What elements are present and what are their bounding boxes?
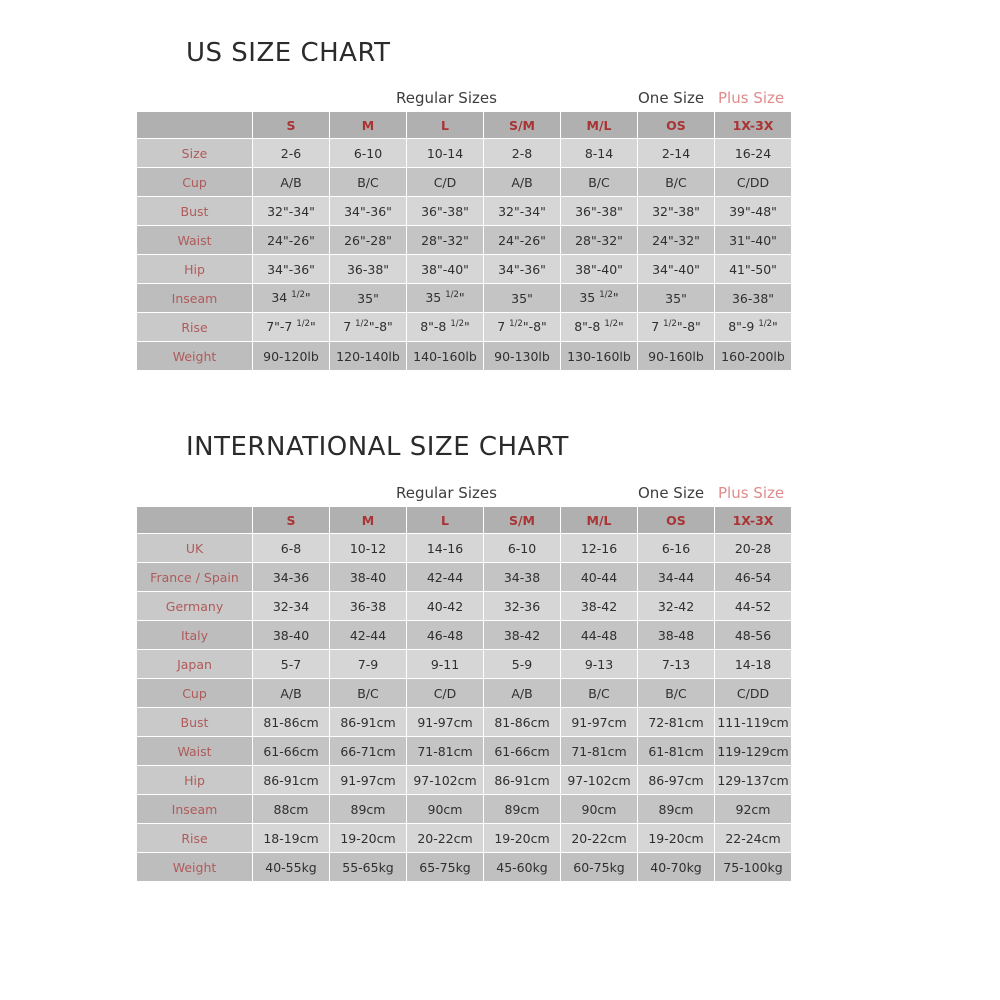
intl-column-header: M <box>330 507 407 534</box>
intl-data-cell: 38-48 <box>638 621 715 650</box>
intl-row-label: Rise <box>137 824 253 853</box>
us-data-cell: A/B <box>484 168 561 197</box>
intl-data-cell: 86-97cm <box>638 766 715 795</box>
intl-data-cell: B/C <box>561 679 638 708</box>
intl-data-cell: 86-91cm <box>484 766 561 795</box>
us-data-cell: 34"-36" <box>330 197 407 226</box>
table-row <box>137 592 792 621</box>
table-row <box>137 795 792 824</box>
intl-column-header: OS <box>638 507 715 534</box>
intl-group-header-regular: Regular Sizes <box>396 484 497 502</box>
table-row <box>137 313 792 342</box>
intl-data-cell: 34-38 <box>484 563 561 592</box>
table-row <box>137 139 792 168</box>
intl-row-label: Waist <box>137 737 253 766</box>
intl-data-cell: 91-97cm <box>407 708 484 737</box>
us-data-cell: 32"-34" <box>253 197 330 226</box>
intl-data-cell: 22-24cm <box>715 824 792 853</box>
us-data-cell: 38"-40" <box>407 255 484 284</box>
table-row <box>137 563 792 592</box>
us-data-cell: 34"-40" <box>638 255 715 284</box>
intl-data-cell: C/DD <box>715 679 792 708</box>
intl-data-cell: 111-119cm <box>715 708 792 737</box>
us-data-cell: 140-160lb <box>407 342 484 371</box>
us-data-cell: 2-14 <box>638 139 715 168</box>
intl-data-cell: 86-91cm <box>253 766 330 795</box>
intl-data-cell: 71-81cm <box>407 737 484 766</box>
us-data-cell: 8"-8 $^{1/2}$" <box>561 313 638 342</box>
us-data-cell: 7"-7 $^{1/2}$" <box>253 313 330 342</box>
intl-data-cell: 6-8 <box>253 534 330 563</box>
intl-data-cell: 10-12 <box>330 534 407 563</box>
table-row <box>137 708 792 737</box>
intl-row-label: Weight <box>137 853 253 882</box>
table-row <box>137 853 792 882</box>
us-row-label: Size <box>137 139 253 168</box>
intl-data-cell: 32-36 <box>484 592 561 621</box>
intl-data-cell: 81-86cm <box>484 708 561 737</box>
table-row <box>137 284 792 313</box>
us-column-header: L <box>407 112 484 139</box>
intl-row-label: UK <box>137 534 253 563</box>
intl-data-cell: 61-66cm <box>484 737 561 766</box>
intl-data-cell: 7-9 <box>330 650 407 679</box>
table-row <box>137 679 792 708</box>
us-data-cell: 24"-26" <box>484 226 561 255</box>
us-data-cell: 28"-32" <box>561 226 638 255</box>
intl-column-header: S <box>253 507 330 534</box>
us-data-cell: 36-38" <box>715 284 792 313</box>
intl-data-cell: 91-97cm <box>561 708 638 737</box>
intl-data-cell: 19-20cm <box>330 824 407 853</box>
intl-group-header-plus-size: Plus Size <box>718 484 785 502</box>
table-row <box>137 650 792 679</box>
intl-data-cell: 9-13 <box>561 650 638 679</box>
intl-data-cell: 38-42 <box>484 621 561 650</box>
intl-data-cell: 38-40 <box>330 563 407 592</box>
intl-data-cell: 42-44 <box>407 563 484 592</box>
us-data-cell: 8"-9 $^{1/2}$" <box>715 313 792 342</box>
us-data-cell: 2-6 <box>253 139 330 168</box>
intl-data-cell: 48-56 <box>715 621 792 650</box>
us-data-cell: 7 $^{1/2}$"-8" <box>638 313 715 342</box>
us-column-header: 1X-3X <box>715 112 792 139</box>
intl-data-cell: 12-16 <box>561 534 638 563</box>
intl-data-cell: 5-9 <box>484 650 561 679</box>
us-data-cell: 35 $^{1/2}$" <box>561 284 638 313</box>
intl-data-cell: 38-40 <box>253 621 330 650</box>
us-data-cell: 35" <box>638 284 715 313</box>
intl-data-cell: 86-91cm <box>330 708 407 737</box>
intl-data-cell: 18-19cm <box>253 824 330 853</box>
intl-data-cell: 61-81cm <box>638 737 715 766</box>
us-column-header: M/L <box>561 112 638 139</box>
us-data-cell: 35 $^{1/2}$" <box>407 284 484 313</box>
table-row <box>137 226 792 255</box>
intl-data-cell: 75-100kg <box>715 853 792 882</box>
intl-corner-cell <box>137 507 253 534</box>
us-data-cell: 32"-38" <box>638 197 715 226</box>
us-column-header: M <box>330 112 407 139</box>
intl-data-cell: 40-42 <box>407 592 484 621</box>
us-data-cell: 120-140lb <box>330 342 407 371</box>
intl-data-cell: 119-129cm <box>715 737 792 766</box>
us-data-cell: 24"-26" <box>253 226 330 255</box>
us-data-cell: 36-38" <box>330 255 407 284</box>
intl-data-cell: A/B <box>484 679 561 708</box>
us-header-row <box>137 112 792 139</box>
us-row-label: Cup <box>137 168 253 197</box>
intl-data-cell: 20-22cm <box>561 824 638 853</box>
us-data-cell: C/D <box>407 168 484 197</box>
intl-data-cell: 55-65kg <box>330 853 407 882</box>
intl-data-cell: 32-34 <box>253 592 330 621</box>
intl-data-cell: 97-102cm <box>407 766 484 795</box>
intl-data-cell: 19-20cm <box>484 824 561 853</box>
intl-data-cell: 66-71cm <box>330 737 407 766</box>
intl-data-cell: 14-16 <box>407 534 484 563</box>
us-data-cell: A/B <box>253 168 330 197</box>
us-corner-cell <box>137 112 253 139</box>
us-data-cell: 90-160lb <box>638 342 715 371</box>
us-data-cell: B/C <box>561 168 638 197</box>
intl-data-cell: 90cm <box>407 795 484 824</box>
intl-row-label: Cup <box>137 679 253 708</box>
us-row-label: Inseam <box>137 284 253 313</box>
table-row <box>137 621 792 650</box>
us-data-cell: 35" <box>330 284 407 313</box>
us-data-cell: 35" <box>484 284 561 313</box>
us-row-label: Rise <box>137 313 253 342</box>
intl-column-header: S/M <box>484 507 561 534</box>
intl-data-cell: 44-48 <box>561 621 638 650</box>
intl-data-cell: 36-38 <box>330 592 407 621</box>
us-column-header: S/M <box>484 112 561 139</box>
intl-row-label: Italy <box>137 621 253 650</box>
intl-data-cell: 91-97cm <box>330 766 407 795</box>
us-data-cell: 90-120lb <box>253 342 330 371</box>
us-data-cell: 160-200lb <box>715 342 792 371</box>
intl-data-cell: 81-86cm <box>253 708 330 737</box>
us-data-cell: 32"-34" <box>484 197 561 226</box>
us-group-header-plus-size: Plus Size <box>718 89 785 107</box>
us-data-cell: 10-14 <box>407 139 484 168</box>
intl-data-cell: 40-55kg <box>253 853 330 882</box>
intl-data-cell: 6-16 <box>638 534 715 563</box>
us-data-cell: 7 $^{1/2}$"-8" <box>484 313 561 342</box>
intl-data-cell: 20-22cm <box>407 824 484 853</box>
intl-data-cell: 40-44 <box>561 563 638 592</box>
intl-data-cell: 38-42 <box>561 592 638 621</box>
intl-data-cell: B/C <box>638 679 715 708</box>
intl-data-cell: 34-36 <box>253 563 330 592</box>
us-data-cell: 6-10 <box>330 139 407 168</box>
intl-data-cell: 72-81cm <box>638 708 715 737</box>
intl-data-cell: 61-66cm <box>253 737 330 766</box>
intl-data-cell: 44-52 <box>715 592 792 621</box>
us-data-cell: 41"-50" <box>715 255 792 284</box>
intl-data-cell: 14-18 <box>715 650 792 679</box>
intl-data-cell: 5-7 <box>253 650 330 679</box>
intl-data-cell: 20-28 <box>715 534 792 563</box>
intl-data-cell: 32-42 <box>638 592 715 621</box>
us-row-label: Bust <box>137 197 253 226</box>
intl-data-cell: 90cm <box>561 795 638 824</box>
table-row <box>137 255 792 284</box>
intl-data-cell: 46-54 <box>715 563 792 592</box>
intl-group-header-one-size: One Size <box>638 484 705 502</box>
intl-row-label: Germany <box>137 592 253 621</box>
us-data-cell: 36"-38" <box>407 197 484 226</box>
table-row <box>137 766 792 795</box>
us-data-cell: 36"-38" <box>561 197 638 226</box>
us-data-cell: 8"-8 $^{1/2}$" <box>407 313 484 342</box>
intl-column-header: M/L <box>561 507 638 534</box>
table-row <box>137 824 792 853</box>
table-row <box>137 197 792 226</box>
table-row <box>137 342 792 371</box>
us-data-cell: 34 $^{1/2}$" <box>253 284 330 313</box>
intl-column-header: L <box>407 507 484 534</box>
us-data-cell: 2-8 <box>484 139 561 168</box>
intl-row-label: Japan <box>137 650 253 679</box>
intl-data-cell: 129-137cm <box>715 766 792 795</box>
intl-row-label: Bust <box>137 708 253 737</box>
intl-data-cell: 89cm <box>484 795 561 824</box>
intl-row-label: Inseam <box>137 795 253 824</box>
us-column-header: OS <box>638 112 715 139</box>
intl-data-cell: 7-13 <box>638 650 715 679</box>
us-data-cell: 130-160lb <box>561 342 638 371</box>
intl-header-row <box>137 507 792 534</box>
intl-data-cell: C/D <box>407 679 484 708</box>
us-data-cell: 16-24 <box>715 139 792 168</box>
intl-data-cell: 34-44 <box>638 563 715 592</box>
intl-data-cell: 92cm <box>715 795 792 824</box>
intl-column-header: 1X-3X <box>715 507 792 534</box>
us-data-cell: 26"-28" <box>330 226 407 255</box>
intl-data-cell: 89cm <box>330 795 407 824</box>
international-size-table <box>136 506 792 882</box>
us-row-label: Waist <box>137 226 253 255</box>
table-row <box>137 534 792 563</box>
intl-data-cell: 89cm <box>638 795 715 824</box>
intl-data-cell: 60-75kg <box>561 853 638 882</box>
intl-data-cell: 42-44 <box>330 621 407 650</box>
us-size-table <box>136 111 792 371</box>
us-column-header: S <box>253 112 330 139</box>
intl-data-cell: B/C <box>330 679 407 708</box>
us-data-cell: 90-130lb <box>484 342 561 371</box>
intl-data-cell: 46-48 <box>407 621 484 650</box>
us-size-chart-title: US SIZE CHART <box>186 38 391 68</box>
intl-data-cell: 71-81cm <box>561 737 638 766</box>
intl-row-label: Hip <box>137 766 253 795</box>
us-data-cell: 28"-32" <box>407 226 484 255</box>
intl-data-cell: A/B <box>253 679 330 708</box>
us-group-header-one-size: One Size <box>638 89 705 107</box>
intl-data-cell: 40-70kg <box>638 853 715 882</box>
table-row <box>137 737 792 766</box>
us-data-cell: 8-14 <box>561 139 638 168</box>
intl-row-label: France / Spain <box>137 563 253 592</box>
intl-data-cell: 65-75kg <box>407 853 484 882</box>
us-row-label: Hip <box>137 255 253 284</box>
us-data-cell: 7 $^{1/2}$"-8" <box>330 313 407 342</box>
us-data-cell: 38"-40" <box>561 255 638 284</box>
us-data-cell: 34"-36" <box>253 255 330 284</box>
us-data-cell: 31"-40" <box>715 226 792 255</box>
intl-data-cell: 97-102cm <box>561 766 638 795</box>
intl-data-cell: 45-60kg <box>484 853 561 882</box>
us-data-cell: 39"-48" <box>715 197 792 226</box>
us-data-cell: C/DD <box>715 168 792 197</box>
us-row-label: Weight <box>137 342 253 371</box>
us-data-cell: 34"-36" <box>484 255 561 284</box>
table-row <box>137 168 792 197</box>
international-size-chart-title: INTERNATIONAL SIZE CHART <box>186 432 569 462</box>
intl-data-cell: 9-11 <box>407 650 484 679</box>
intl-data-cell: 88cm <box>253 795 330 824</box>
intl-data-cell: 6-10 <box>484 534 561 563</box>
us-group-header-regular: Regular Sizes <box>396 89 497 107</box>
us-data-cell: B/C <box>330 168 407 197</box>
us-data-cell: B/C <box>638 168 715 197</box>
us-data-cell: 24"-32" <box>638 226 715 255</box>
intl-data-cell: 19-20cm <box>638 824 715 853</box>
